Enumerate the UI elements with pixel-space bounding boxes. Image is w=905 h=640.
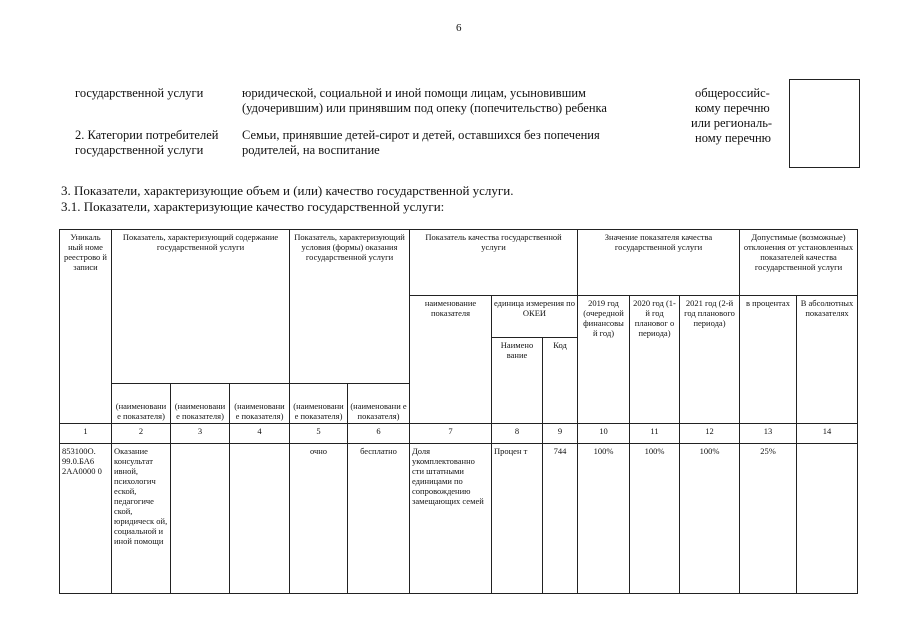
cell-content-indicator-3 <box>171 444 230 594</box>
header-unit-name: Наимено вание <box>492 338 543 424</box>
header-named-6: (наименовани е показателя) <box>348 384 410 424</box>
header-named-4: (наименовани е показателя) <box>230 384 290 424</box>
header-conditions-indicator: Показатель, характеризующий условия (формы) оказания государственной услуги <box>290 230 410 384</box>
cell-unit-name: Процен т <box>492 444 543 594</box>
col-number: 6 <box>348 424 410 444</box>
header-percent: в процентах <box>740 296 797 424</box>
section-3-title: 3. Показатели, характеризующие объем и (или) качество государственной услуги. <box>61 183 514 198</box>
quality-indicators-table <box>59 229 858 594</box>
service-name-line2: (удочерившим) или принявшим под опеку (попечительство) ребенка <box>242 101 607 115</box>
service-name-line1: юридической, социальной и иной помощи лицам, усыновившим <box>242 86 586 100</box>
cell-deviation-absolute <box>797 444 858 594</box>
service-label-row1: государственной услуги <box>75 86 204 100</box>
header-year-2021: 2021 год (2-й год планового периода) <box>680 296 740 424</box>
cell-unit-code: 744 <box>543 444 578 594</box>
col-number: 14 <box>797 424 858 444</box>
cell-registry-number: 853100О. 99.0.БА6 2АА0000 0 <box>60 444 112 594</box>
header-quality-indicator: Показатель качества государственной услуги <box>410 230 578 296</box>
col-number: 11 <box>630 424 680 444</box>
registry-label-line2: кому перечню <box>695 101 770 115</box>
header-named-5: (наименовани е показателя) <box>290 384 348 424</box>
registry-code-box <box>789 79 860 168</box>
cell-condition-form: очно <box>290 444 348 594</box>
consumer-category-line1: Семьи, принявшие детей-сирот и детей, оставшихся без попечения <box>242 128 600 142</box>
header-absolute: В абсолютных показателях <box>797 296 858 424</box>
col-number: 9 <box>543 424 578 444</box>
header-unique-number: Уникаль ный номе реестрово й записи <box>60 230 112 424</box>
header-content-indicator: Показатель, характеризующий содержание государственной услуги <box>112 230 290 384</box>
col-number: 4 <box>230 424 290 444</box>
header-named-3: (наименовани е показателя) <box>171 384 230 424</box>
col-number: 12 <box>680 424 740 444</box>
cell-condition-payment: бесплатно <box>348 444 410 594</box>
cell-content-indicator-4 <box>230 444 290 594</box>
header-deviation: Допустимые (возможные) отклонения от установленных показателей качества государственной услуги <box>740 230 858 296</box>
cell-content-indicator: Оказание консультат ивной, психологич еской, педагогиче ской, юридическ ой, социальной и иной помощи <box>112 444 171 594</box>
col-number: 2 <box>112 424 171 444</box>
header-unit-code: Код <box>543 338 578 424</box>
header-value: Значение показателя качества государственной услуги <box>578 230 740 296</box>
cell-value-2021: 100% <box>680 444 740 594</box>
header-unit: единица измерения по ОКЕИ <box>492 296 578 338</box>
registry-label-line3: или региональ- <box>691 116 773 130</box>
consumer-category-line2: родителей, на воспитание <box>242 143 380 157</box>
col-number: 7 <box>410 424 492 444</box>
cell-deviation-percent: 25% <box>740 444 797 594</box>
col-number: 5 <box>290 424 348 444</box>
col-number: 3 <box>171 424 230 444</box>
registry-label-line4: ному перечню <box>695 131 772 145</box>
col-number: 8 <box>492 424 543 444</box>
section-3-1-title: 3.1. Показатели, характеризующие качество государственной услуги: <box>61 199 445 214</box>
cell-value-2019: 100% <box>578 444 630 594</box>
header-year-2019: 2019 год (очередной финансовы й год) <box>578 296 630 424</box>
header-named-2: (наименовани е показателя) <box>112 384 171 424</box>
col-number: 1 <box>60 424 112 444</box>
consumer-category-label-line2: государственной услуги <box>75 143 204 157</box>
header-year-2020: 2020 год (1-й год плановог о периода) <box>630 296 680 424</box>
cell-indicator-name: Доля укомплектованно сти штатными единицами по сопровождению замещающих семей <box>410 444 492 594</box>
col-number: 10 <box>578 424 630 444</box>
page-number: 6 <box>456 22 462 34</box>
consumer-category-label-line1: 2. Категории потребителей <box>75 128 219 142</box>
col-number: 13 <box>740 424 797 444</box>
header-indicator-name: наименование показателя <box>410 296 492 424</box>
registry-label-line1: общероссийс- <box>695 86 770 100</box>
cell-value-2020: 100% <box>630 444 680 594</box>
